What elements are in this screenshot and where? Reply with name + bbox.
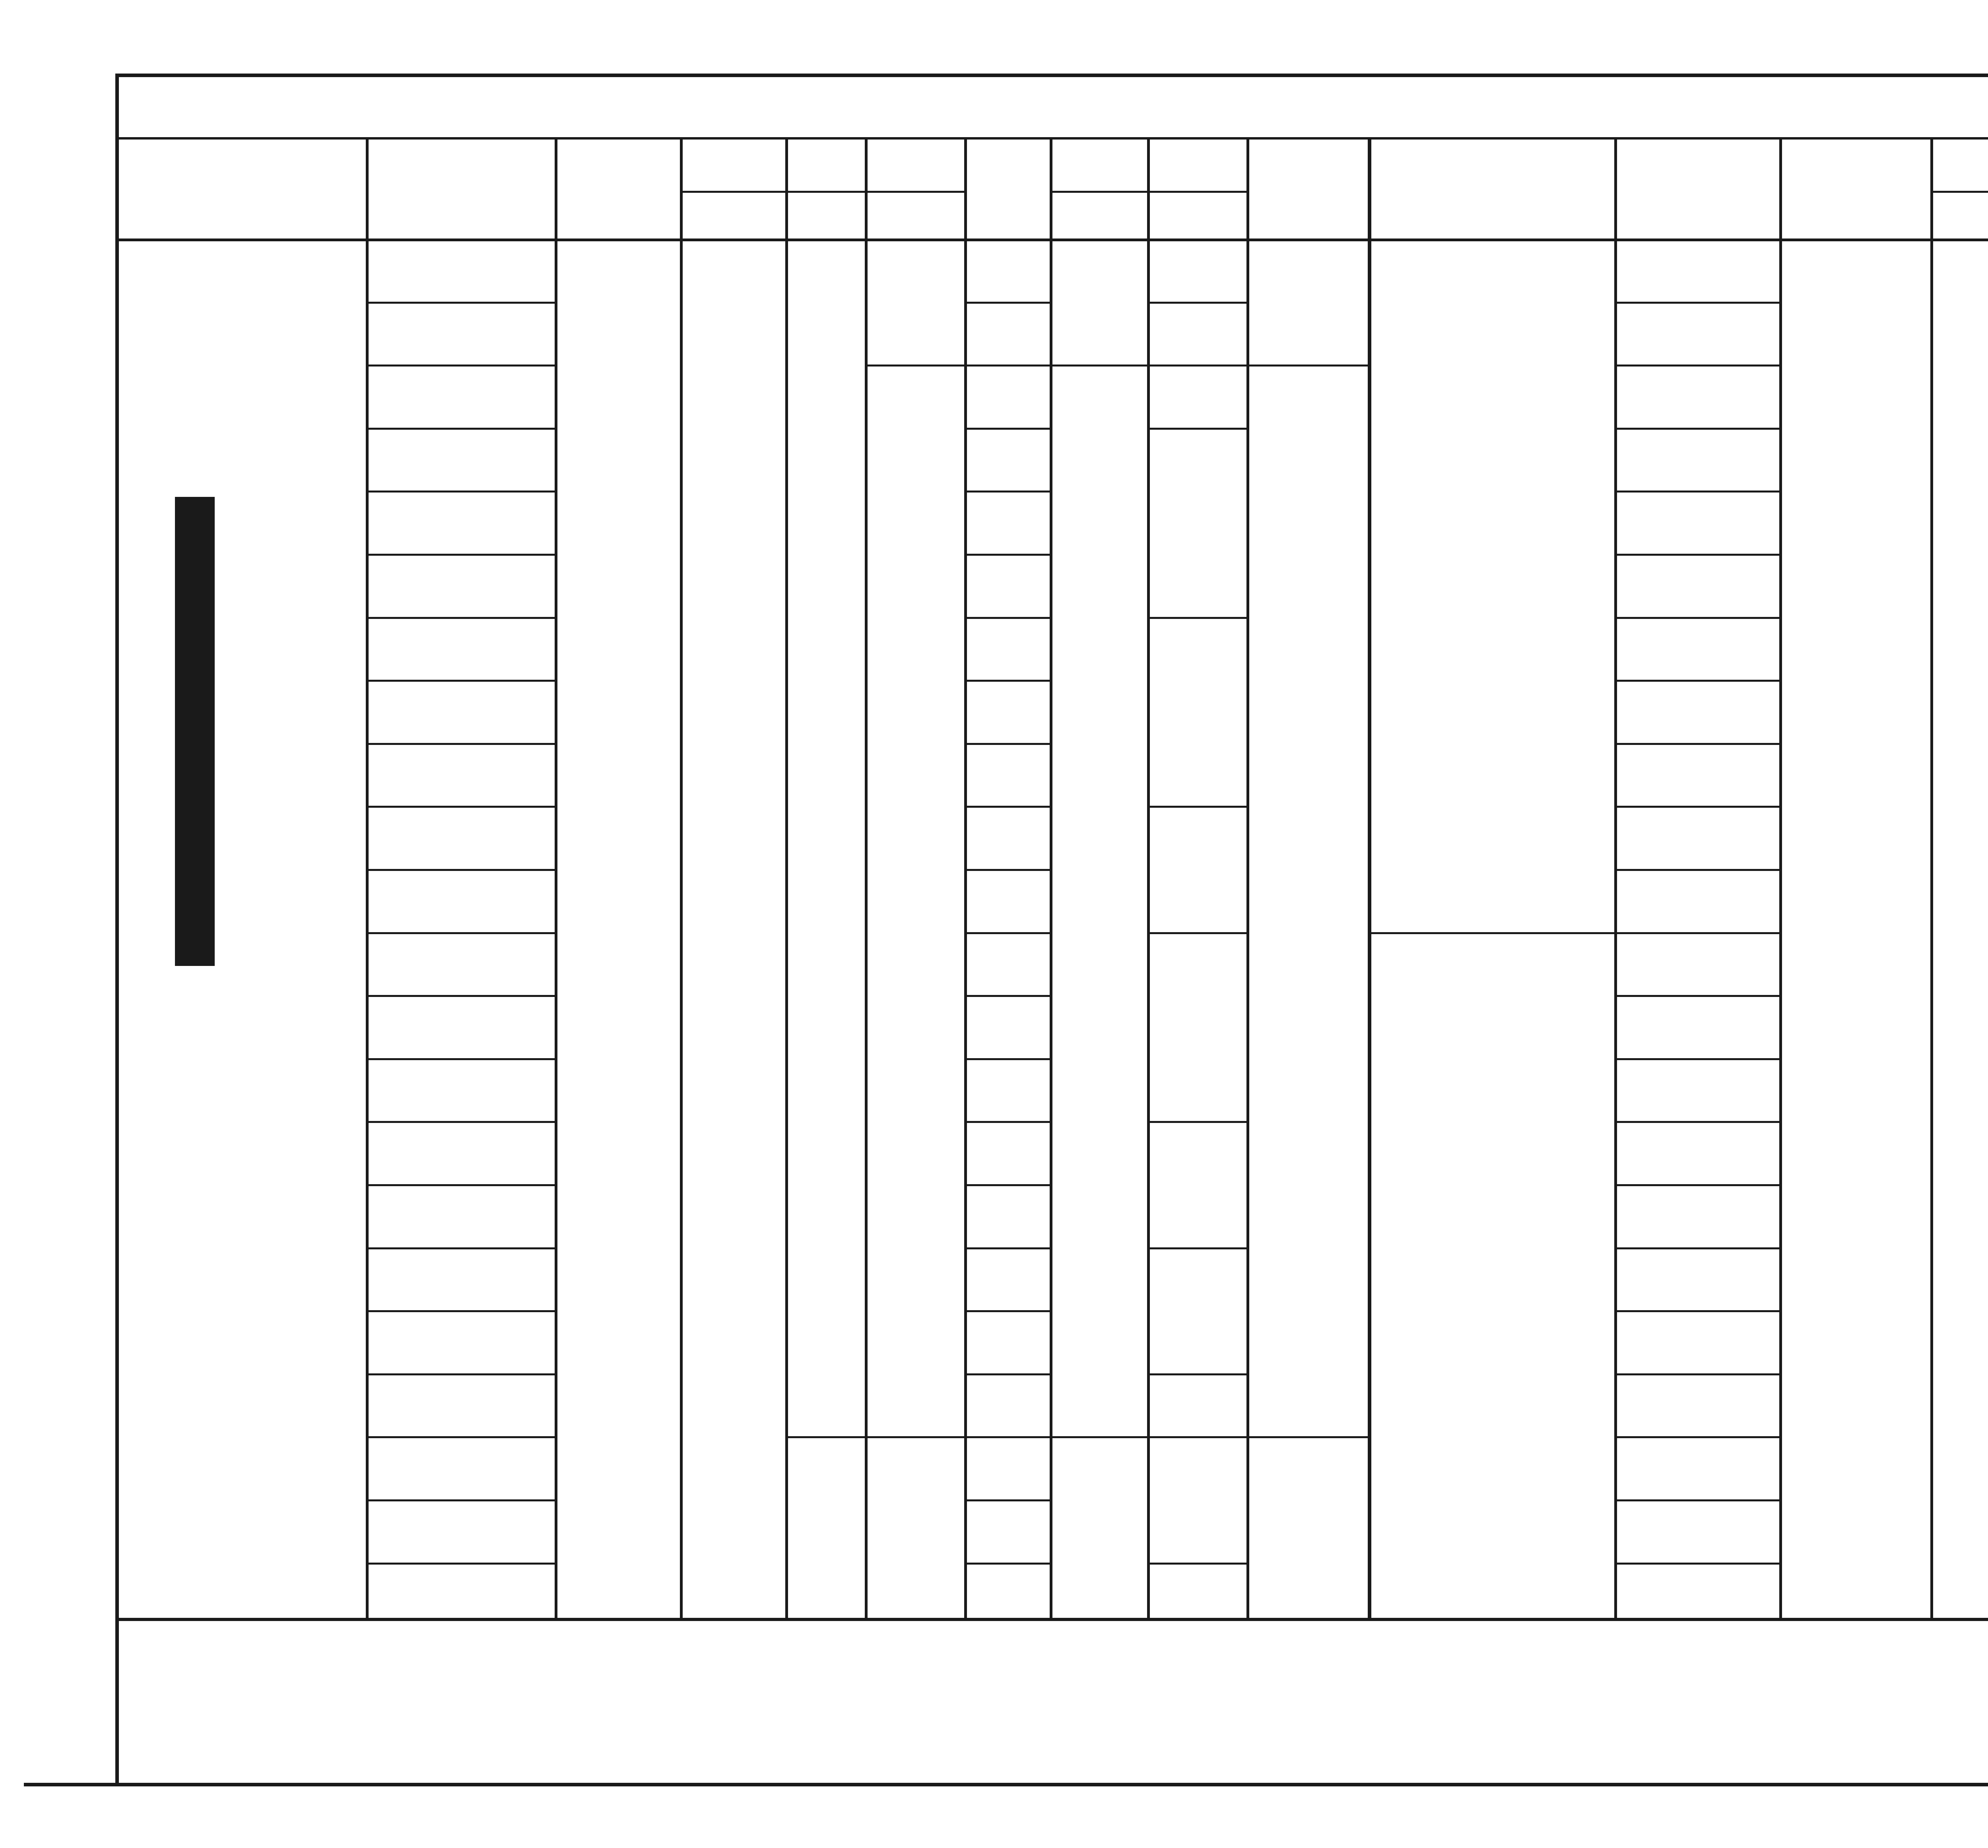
row-line (964, 1184, 1050, 1186)
column-divider (1779, 137, 1782, 1618)
grid-line-h (1147, 1121, 1246, 1123)
column-divider (865, 137, 868, 1618)
table-bottom (115, 1618, 1988, 1621)
row-line (964, 1121, 1050, 1123)
row-line (964, 365, 1050, 366)
row-line (1614, 1121, 1779, 1123)
row-line (366, 302, 555, 304)
row-line (964, 1436, 1050, 1438)
row-line (366, 491, 555, 493)
row-line (964, 1058, 1050, 1060)
row-line (366, 995, 555, 997)
row-line (1614, 806, 1779, 808)
grid-line-h (865, 1436, 964, 1438)
grid-line-h (1246, 365, 1368, 366)
row-line (1614, 1310, 1779, 1312)
subheader-line (680, 191, 964, 193)
frame-top (115, 74, 1988, 77)
row-line (366, 1247, 555, 1249)
row-line (1614, 1373, 1779, 1375)
frame-bottom (24, 1783, 1988, 1786)
column-divider (366, 137, 369, 1618)
grid-line-h (1147, 302, 1246, 304)
subheader-line (1050, 191, 1246, 193)
column-divider (555, 137, 557, 1618)
row-line (1614, 1247, 1779, 1249)
column-divider (1050, 137, 1052, 1618)
row-line (1614, 491, 1779, 493)
row-line (1614, 302, 1779, 304)
grid-line-h (785, 1436, 865, 1438)
row-line (964, 932, 1050, 934)
grid-line-h (1147, 365, 1246, 366)
row-line (1614, 1058, 1779, 1060)
grid-line-h (1147, 1373, 1246, 1375)
row-line (964, 617, 1050, 619)
grid-line-h (1368, 932, 1614, 934)
half-divider (1368, 137, 1371, 1618)
column-elevation-sketch (175, 497, 215, 966)
column-divider (1614, 137, 1617, 1618)
row-line (1614, 869, 1779, 871)
row-line (964, 869, 1050, 871)
grid-line-h (1147, 1436, 1246, 1438)
row-line (366, 1563, 555, 1565)
subheader-line (1930, 191, 1988, 193)
grid-line-h (1246, 1436, 1368, 1438)
column-divider (785, 137, 788, 1618)
grid-line-h (1147, 806, 1246, 808)
row-line (366, 869, 555, 871)
row-line (964, 1499, 1050, 1501)
column-divider (964, 137, 967, 1618)
grid-line-h (1147, 1247, 1246, 1249)
grid-line-h (1050, 1436, 1147, 1438)
row-line (366, 1058, 555, 1060)
column-divider (115, 137, 118, 1618)
row-line (366, 1310, 555, 1312)
row-line (964, 743, 1050, 745)
row-line (964, 554, 1050, 556)
column-divider (680, 137, 683, 1618)
grid-line-h (865, 365, 964, 366)
row-line (964, 680, 1050, 682)
row-line (1614, 680, 1779, 682)
row-line (1614, 554, 1779, 556)
row-line (1614, 1436, 1779, 1438)
row-line (1614, 617, 1779, 619)
row-line (1614, 1184, 1779, 1186)
row-line (1614, 743, 1779, 745)
row-line (1614, 1563, 1779, 1565)
row-line (1614, 932, 1779, 934)
row-line (366, 806, 555, 808)
row-line (366, 1121, 555, 1123)
row-line (366, 617, 555, 619)
row-line (366, 680, 555, 682)
column-divider (1246, 137, 1249, 1618)
row-line (366, 554, 555, 556)
row-line (964, 995, 1050, 997)
row-line (366, 1436, 555, 1438)
grid-line-h (1147, 932, 1246, 934)
row-line (964, 1247, 1050, 1249)
grid-line-h (1050, 365, 1147, 366)
column-divider (1930, 137, 1933, 1618)
row-line (1614, 1499, 1779, 1501)
grid-line-h (1147, 1563, 1246, 1565)
row-line (964, 302, 1050, 304)
column-divider (1147, 137, 1150, 1618)
grid-line-h (1147, 428, 1246, 430)
row-line (964, 806, 1050, 808)
row-line (964, 428, 1050, 430)
row-line (964, 491, 1050, 493)
row-line (366, 743, 555, 745)
row-line (366, 932, 555, 934)
row-line (366, 365, 555, 366)
row-line (366, 1499, 555, 1501)
row-line (1614, 428, 1779, 430)
row-line (964, 1563, 1050, 1565)
row-line (366, 428, 555, 430)
grid-line-h (1147, 617, 1246, 619)
row-line (366, 1184, 555, 1186)
row-line (964, 1310, 1050, 1312)
row-line (1614, 995, 1779, 997)
row-line (366, 1373, 555, 1375)
row-line (1614, 365, 1779, 366)
row-line (964, 1373, 1050, 1375)
